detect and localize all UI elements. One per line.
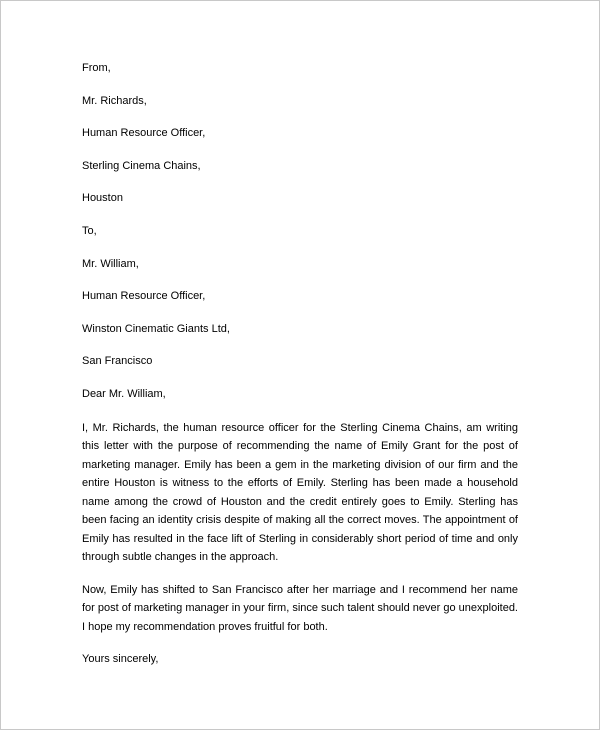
recipient-city: San Francisco <box>82 355 153 368</box>
sender-name: Mr. Richards, <box>82 94 147 107</box>
body-paragraph-1: I, Mr. Richards, the human resource officer for the Sterling Cinema Chains, am writing this letter with the purpose of recommending the name of Emily Grant for the post of marketing manager. Emily has been a gem in the marketing division of our firm and the entire Houston is witness to the efforts of Emily. Sterling has been made a household name among the crowd of Houston and the credit entirely goes to Emily. Sterling has been facing an identity crisis despite of making all the correct moves. The appointment of Emily has resulted in the face lift of Sterling in considerably short period of time and only through subtle changes in the approach. <box>82 421 518 564</box>
recipient-company: Winston Cinematic Giants Ltd, <box>82 322 230 335</box>
sender-title: Human Resource Officer, <box>82 127 206 140</box>
to-label: To, <box>82 224 97 237</box>
sender-city: Houston <box>82 192 123 205</box>
recipient-title: Human Resource Officer, <box>82 290 206 303</box>
body-paragraph-2: Now, Emily has shifted to San Francisco after her marriage and I recommend her name for post of marketing manager in your firm, since such talent should never go unexploited. I hope my recommendation proves fruitful for both. <box>82 583 518 633</box>
recommendation-letter <box>82 62 518 666</box>
recipient-name: Mr. William, <box>82 257 139 270</box>
sender-company: Sterling Cinema Chains, <box>82 159 201 172</box>
from-label: From, <box>82 62 111 74</box>
closing: Yours sincerely, <box>82 653 159 666</box>
salutation: Dear Mr. William, <box>82 387 166 400</box>
